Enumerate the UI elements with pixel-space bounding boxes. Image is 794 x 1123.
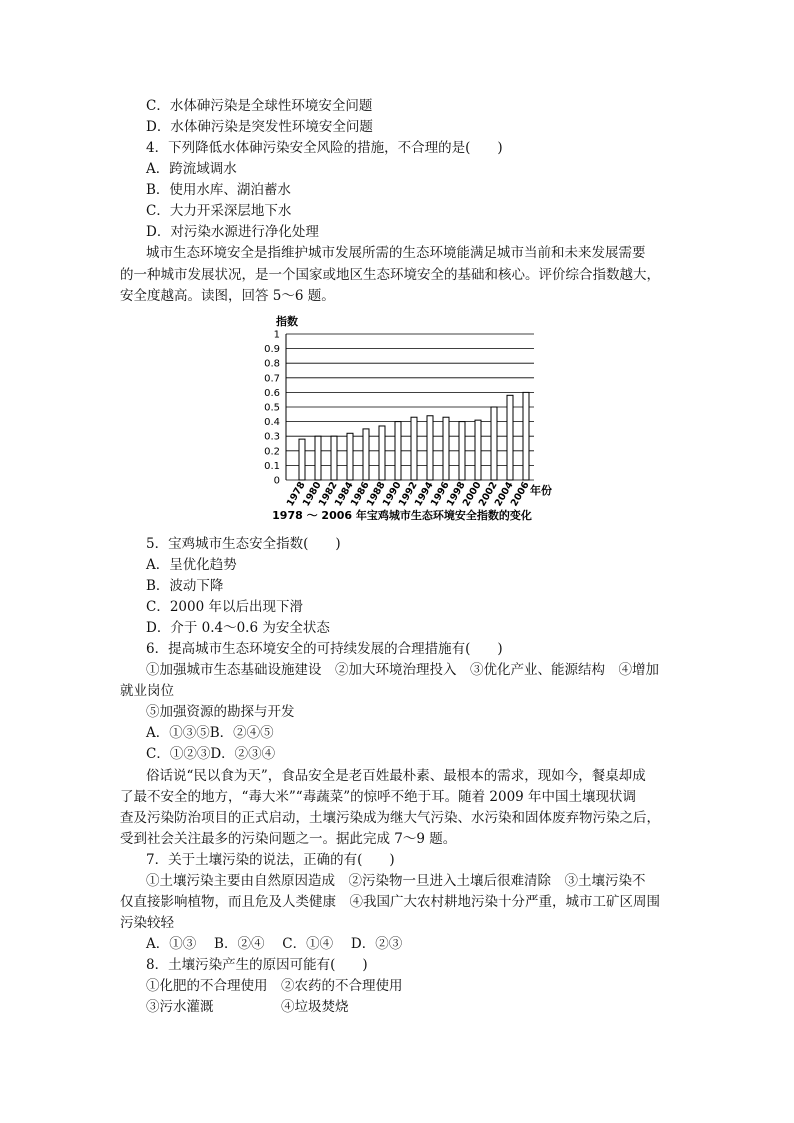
chart-x-axis-label: 年份	[530, 484, 552, 497]
q8-stem: 8．土壤污染产生的原因可能有( )	[146, 957, 368, 973]
q7-items-line-1: ①土壤污染主要由自然原因造成 ②污染物一旦进入土壤后很难清除 ③土壤污染不	[146, 873, 646, 889]
chart-y-axis-label: 指数	[276, 315, 298, 328]
x-tick-label: 2004	[492, 480, 516, 509]
q3-option-d: D．水体砷污染是突发性环境安全问题	[146, 119, 373, 135]
q4-stem: 4．下列降低水体砷污染安全风险的措施，不合理的是( )	[146, 140, 503, 156]
x-tick-label: 2006	[508, 480, 532, 509]
passage2-line-3: 查及污染防治项目的正式启动，土壤污染成为继大气污染、水污染和固体废弃物污染之后，	[120, 810, 660, 826]
q5-option-d: D．介于 0.4～0.6 为安全状态	[146, 620, 330, 636]
q4-option-d: D．对污染水源进行净化处理	[146, 224, 319, 240]
x-tick-label: 1984	[332, 480, 356, 509]
q7-stem: 7．关于土壤污染的说法，正确的有( )	[146, 852, 395, 868]
y-tick-label: 0	[273, 475, 280, 487]
bar-chart	[262, 312, 592, 527]
passage2-line-1: 俗话说“民以食为天”，食品安全是老百姓最朴素、最根本的需求，现如今，餐桌却成	[146, 768, 646, 784]
q5-option-c: C．2000 年以后出现下滑	[146, 599, 303, 615]
q6-items-line-2: 就业岗位	[120, 683, 174, 699]
bar-2006	[523, 392, 529, 480]
q5-stem: 5．宝鸡城市生态安全指数( )	[146, 536, 341, 552]
q7-options: A．①③ B．②④ C．①④ D．②③	[146, 936, 403, 952]
bar-1980	[315, 436, 321, 480]
q7-items-line-2: 仅直接影响植物，而且危及人类健康 ④我国广大农村耕地污染十分严重，城市工矿区周围	[120, 894, 660, 910]
bar-1990	[395, 422, 401, 480]
x-tick-label: 1978	[284, 480, 308, 509]
bar-2004	[507, 395, 513, 480]
bar-1984	[347, 433, 353, 480]
q4-option-b: B．使用水库、湖泊蓄水	[146, 182, 291, 198]
passage2-line-2: 了最不安全的地方，“毒大米”“毒蔬菜”的惊呼不绝于耳。随着 2009 年中国土壤现状调	[120, 789, 637, 805]
q6-items-line-1: ①加强城市生态基础设施建设 ②加大环境治理投入 ③优化产业、能源结构 ④增加	[146, 662, 659, 678]
y-tick-label: 0.2	[264, 446, 280, 458]
q6-items-line-3: ⑤加强资源的勘探与开发	[146, 704, 295, 720]
q6-stem: 6．提高城市生态环境安全的可持续发展的合理措施有( )	[146, 641, 503, 657]
y-tick-label: 0.9	[264, 344, 280, 356]
q7-items-line-3: 污染较轻	[120, 915, 174, 931]
passage1-line-3: 安全度越高。读图，回答 5～6 题。	[120, 288, 335, 304]
q5-option-b: B．波动下降	[146, 578, 224, 594]
x-tick-label: 1998	[444, 480, 468, 509]
bar-1994	[427, 416, 433, 480]
y-tick-label: 0.4	[264, 417, 280, 429]
q5-option-a: A．呈优化趋势	[146, 557, 237, 573]
bar-1982	[331, 436, 337, 480]
x-tick-label: 1982	[316, 480, 340, 509]
bar-1998	[459, 422, 465, 480]
y-tick-label: 0.3	[264, 431, 280, 443]
x-tick-label: 1992	[396, 480, 420, 509]
q8-items-line-1: ①化肥的不合理使用 ②农药的不合理使用	[146, 978, 403, 994]
q4-option-a: A．跨流域调水	[146, 161, 237, 177]
bar-2000	[475, 420, 481, 480]
chart-title: 1978 ～ 2006 年宝鸡城市生态环境安全指数的变化	[272, 509, 532, 522]
q8-items-line-2: ③污水灌溉 ④垃圾焚烧	[146, 999, 349, 1015]
x-tick-label: 1990	[380, 480, 404, 509]
y-tick-label: 0.7	[264, 373, 280, 385]
x-tick-label: 1996	[428, 480, 452, 509]
bar-1986	[363, 429, 369, 480]
x-tick-label: 1986	[348, 480, 372, 509]
passage2-line-4: 受到社会关注最多的污染问题之一。据此完成 7～9 题。	[120, 831, 457, 847]
bar-1978	[299, 439, 305, 480]
passage1-line-2: 的一种城市发展状况，是一个国家或地区生态环境安全的基础和核心。评价综合指数越大，	[120, 267, 660, 283]
y-tick-label: 0.1	[264, 460, 280, 472]
y-tick-label: 0.8	[264, 358, 280, 370]
y-tick-label: 0.5	[264, 402, 280, 414]
x-tick-label: 1980	[300, 480, 324, 509]
passage1-line-1: 城市生态环境安全是指维护城市发展所需的生态环境能满足城市当前和未来发展需要	[146, 245, 646, 261]
bar-1996	[443, 417, 449, 480]
x-tick-label: 2000	[460, 480, 484, 509]
bar-1992	[411, 417, 417, 480]
q6-options-ab: A．①③⑤B．②④⑤	[146, 725, 274, 741]
q4-option-c: C．大力开采深层地下水	[146, 203, 292, 219]
y-tick-label: 0.6	[264, 387, 280, 399]
x-tick-label: 2002	[476, 480, 500, 509]
bar-2002	[491, 407, 497, 480]
q3-option-c: C．水体砷污染是全球性环境安全问题	[146, 98, 373, 114]
q6-options-cd: C．①②③D．②③④	[146, 746, 276, 762]
x-tick-label: 1988	[364, 480, 388, 509]
bar-1988	[379, 426, 385, 480]
y-tick-label: 1	[273, 329, 280, 341]
x-tick-label: 1994	[412, 480, 436, 509]
